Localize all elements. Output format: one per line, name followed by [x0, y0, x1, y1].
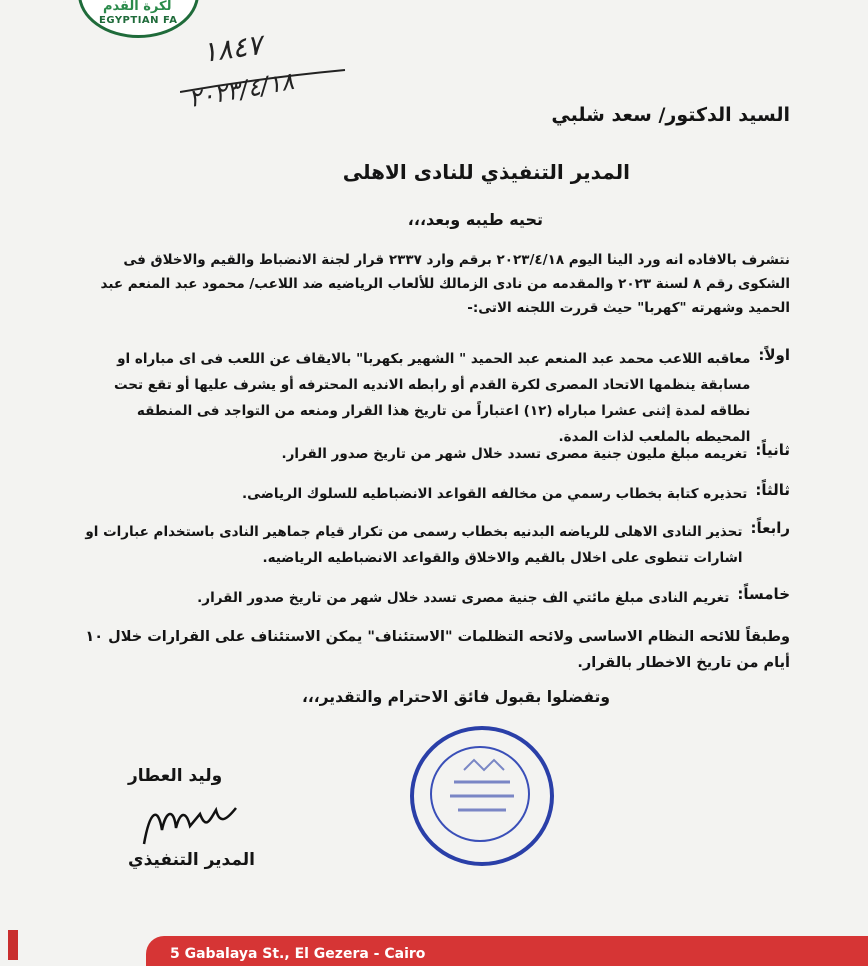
stamp-marks	[414, 730, 550, 862]
decision-text: تغريم النادى مبلغ مائتي الف جنية مصرى تسدد خلال شهر من تاريخ صدور القرار.	[197, 590, 730, 606]
signatory-title: المدير التنفيذي	[128, 850, 255, 870]
decision-label: رابعاً:	[750, 519, 790, 537]
decision-text: تغريمه مبلغ مليون جنية مصرى تسدد خلال شهر من تاريخ صدور القرار.	[281, 446, 748, 462]
closing-line: وتفضلوا بقبول فائق الاحترام والتقدير،،،	[301, 688, 610, 706]
decision-text: تحذير النادى الاهلى للرياضه البدنيه بخطاب رسمى من تكرار قيام جماهير النادى باستخدام عبارات او اشارات تنطوى على اخلال بالقيم والاخلاق والقواعد الانضباطيه الرياضيه.	[85, 524, 743, 566]
logo-english-text: EGYPTIAN FA	[99, 15, 178, 26]
decision-label: اولاً:	[758, 346, 790, 364]
signatory-name: وليد العطار	[128, 766, 223, 786]
handwritten-registration-note	[180, 27, 340, 120]
footer-accent	[8, 930, 18, 960]
decision-label: خامساً:	[737, 585, 790, 603]
greeting: تحيه طيبه وبعد،،،	[407, 210, 543, 229]
footer-address: 5 Gabalaya St., El Gezera - Cairo	[170, 946, 426, 962]
handwritten-date: ٢٠٢٣/٤/١٨	[186, 66, 297, 114]
addressee-position: المدير التنفيذي للنادى الاهلى	[342, 160, 630, 184]
handwritten-signature	[140, 800, 250, 850]
decision-item-4	[78, 519, 790, 571]
logo-arabic-text: لكرة القدم	[103, 0, 172, 14]
decision-text: تحذيره كتابة بخطاب رسمي من مخالفه القواعد الانضباطيه للسلوك الرياضى.	[242, 486, 748, 502]
decision-item-3	[78, 481, 790, 507]
official-stamp	[410, 726, 554, 866]
intro-paragraph: نتشرف بالافاده انه ورد الينا اليوم ٢٠٢٣/٤/١٨ برقم وارد ٢٣٣٧ قرار لجنة الانضباط والقيم والاخلاق فى الشكوى رقم ٨ لسنة ٢٠٢٣ والمقدمه من نادى الزمالك للألعاب الرياضيه ضد اللاعب/ محمود عبد المنعم عبد الحميد وشهرته "كهربا" حيث قررت اللجنه الاتى:-	[100, 252, 790, 316]
decision-item-1	[78, 346, 790, 450]
decision-label: ثانياً:	[755, 441, 790, 459]
handwritten-number: ١٨٤٧	[199, 27, 265, 70]
decision-item-2	[78, 441, 790, 467]
decision-item-5	[78, 585, 790, 611]
addressee: السيد الدكتور/ سعد شلبي	[551, 104, 790, 126]
decision-text: معاقبه اللاعب محمد عبد المنعم عبد الحميد " الشهير بكهربا" بالايقاف عن اللعب فى اى مباراه او مسابقة ينظمها الاتحاد المصرى لكرة القدم أو رابطه الانديه المحترفه أو يشرف عليها أو تقع تحت نطاقه لمدة إثنى عشرا مباراه (١٢) اعتباراً من تاريخ هذا القرار ومنعه من التواجد فى المنطقه المحيطه بالملعب لذات المدة.	[113, 351, 751, 445]
decision-label: ثالثاً:	[755, 481, 790, 499]
appeal-paragraph: وطبقاً للائحه النظام الاساسى ولائحه التظلمات "الاستئناف" يمكن الاستئناف على القرارات خلال ١٠ أيام من تاريخ الاخطار بالقرار.	[85, 629, 790, 671]
footer-bar	[146, 936, 868, 966]
